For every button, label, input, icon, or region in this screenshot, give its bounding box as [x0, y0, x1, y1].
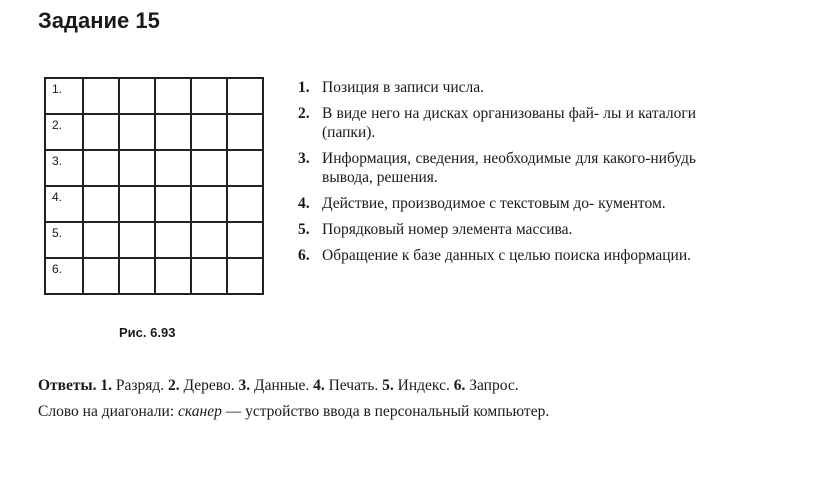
clue-number: 6. — [298, 247, 310, 264]
answer-number: 6. — [453, 377, 466, 394]
diagonal-suffix: — устройство ввода в персональный компьютер. — [225, 403, 550, 420]
clue-text: В виде него на дисках организованы фай- лы и каталоги (папки). — [322, 105, 696, 141]
clue-item — [298, 220, 696, 239]
grid-cell — [155, 186, 191, 222]
clue-item — [298, 78, 696, 97]
grid-cell — [119, 186, 155, 222]
grid-cell — [227, 222, 263, 258]
task-title: Задание 15 — [38, 8, 160, 33]
answer-word: Разряд. — [115, 377, 165, 394]
grid-cell — [191, 258, 227, 294]
grid-row-number: 5. — [45, 222, 83, 258]
grid-row-number: 4. — [45, 186, 83, 222]
diagonal-word-line — [38, 399, 549, 425]
grid-cell — [119, 258, 155, 294]
clue-item — [298, 246, 696, 265]
grid-row-number: 2. — [45, 114, 83, 150]
answer-number: 4. — [313, 377, 325, 394]
grid-row — [45, 258, 263, 294]
grid-cell — [119, 222, 155, 258]
grid-cell — [191, 78, 227, 114]
grid-cell — [191, 150, 227, 186]
grid-cell — [83, 186, 119, 222]
clue-list — [298, 78, 696, 272]
answer-word: Печать. — [328, 377, 379, 394]
clue-item — [298, 149, 696, 187]
grid-row — [45, 222, 263, 258]
grid-cell — [191, 222, 227, 258]
answer-word: Индекс. — [397, 377, 450, 394]
grid-cell — [227, 186, 263, 222]
grid-cell — [119, 114, 155, 150]
grid-cell — [155, 258, 191, 294]
grid-cell — [119, 150, 155, 186]
clue-item — [298, 104, 696, 142]
clue-text: Действие, производимое с текстовым до- кументом. — [322, 195, 666, 212]
grid-row — [45, 186, 263, 222]
grid-cell — [191, 186, 227, 222]
answer-word: Запрос. — [469, 377, 519, 394]
grid-cell — [155, 114, 191, 150]
answer-word: Дерево. — [183, 377, 235, 394]
grid-row-number: 6. — [45, 258, 83, 294]
grid-row-number: 3. — [45, 150, 83, 186]
grid-cell — [227, 78, 263, 114]
diagonal-prefix: Слово на диагонали: — [38, 403, 175, 420]
grid-row — [45, 78, 263, 114]
clue-number: 1. — [298, 79, 310, 96]
grid-cell — [155, 222, 191, 258]
clue-text: Порядковый номер элемента массива. — [322, 221, 573, 238]
clue-text: Обращение к базе данных с целью поиска информации. — [322, 247, 692, 264]
grid-cell — [227, 258, 263, 294]
answer-number: 3. — [238, 377, 251, 394]
answers-label: Ответы. — [38, 377, 97, 394]
grid-row — [45, 150, 263, 186]
crossword-grid — [44, 77, 264, 295]
grid-row — [45, 114, 263, 150]
diagonal-word: сканер — [178, 403, 222, 420]
grid-cell — [155, 150, 191, 186]
grid-cell — [83, 222, 119, 258]
grid-cell — [227, 150, 263, 186]
grid-cell — [119, 78, 155, 114]
figure-caption: Рис. 6.93 — [119, 325, 176, 340]
clue-text: Информация, сведения, необходимые для какого-нибудь вывода, решения. — [322, 150, 696, 186]
answer-number: 1. — [100, 377, 113, 394]
clue-item — [298, 194, 696, 213]
answer-number: 2. — [168, 377, 180, 394]
grid-cell — [83, 150, 119, 186]
grid-row-number: 1. — [45, 78, 83, 114]
grid-cell — [83, 114, 119, 150]
clue-number: 2. — [298, 105, 310, 122]
grid-cell — [191, 114, 227, 150]
clue-number: 5. — [298, 221, 310, 238]
clue-text: Позиция в записи числа. — [322, 79, 485, 96]
answers-line — [38, 373, 798, 399]
clue-number: 4. — [298, 195, 310, 212]
grid-cell — [155, 78, 191, 114]
grid-cell — [83, 258, 119, 294]
grid-cell — [83, 78, 119, 114]
clue-number: 3. — [298, 150, 310, 167]
answer-number: 5. — [382, 377, 394, 394]
answer-word: Данные. — [254, 377, 310, 394]
grid-cell — [227, 114, 263, 150]
